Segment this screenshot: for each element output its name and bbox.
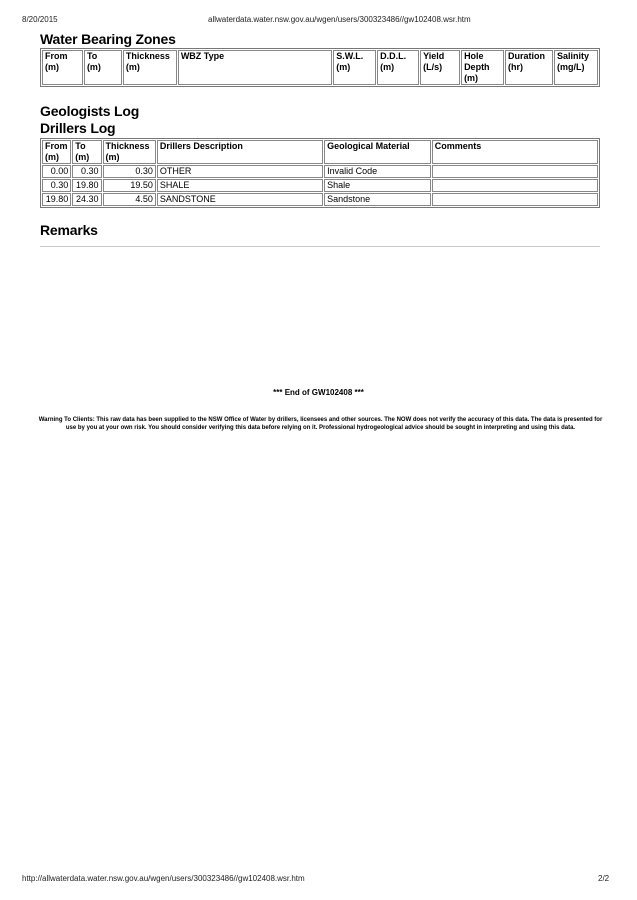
- wbz-header-label: Thickness: [125, 51, 170, 61]
- drillers-log-column-header: [324, 140, 431, 164]
- drillers-log-header-label: Thickness: [105, 141, 150, 151]
- wbz-header-label: (m): [45, 62, 59, 72]
- drillers-log-header-label: (m): [45, 152, 59, 162]
- drillers-log-header-label: (m): [105, 152, 120, 162]
- drillers-log-header-label: To: [75, 141, 86, 151]
- table-cell: Shale: [324, 179, 431, 192]
- drillers-log-header-label: Comments: [434, 141, 482, 151]
- table-cell: 0.30: [72, 165, 101, 178]
- wbz-header-label: D.D.L.: [380, 51, 407, 61]
- table-cell: Sandstone: [324, 193, 431, 206]
- wbz-header-label: (m): [380, 62, 395, 72]
- drillers-log-column-header: [432, 140, 598, 164]
- table-cell: [432, 193, 598, 206]
- table-cell: 4.50: [103, 193, 156, 206]
- wbz-column-header: [123, 50, 177, 85]
- table-cell: 19.50: [103, 179, 156, 192]
- wbz-header-label: (m): [464, 73, 479, 83]
- wbz-header-label: (mg/L): [556, 62, 585, 72]
- remarks-heading: Remarks: [40, 222, 98, 238]
- table-row: [42, 179, 598, 192]
- wbz-header-label: Yield: [423, 51, 445, 61]
- water-bearing-zones-heading: Water Bearing Zones: [40, 31, 176, 47]
- wbz-header-label: WBZ Type: [180, 51, 225, 61]
- footer-url: http://allwaterdata.water.nsw.gov.au/wgen/users/300323486//gw102408.wsr.htm: [22, 874, 305, 883]
- wbz-header-label: Duration: [508, 51, 545, 61]
- drillers-log-header-label: Geological Material: [327, 141, 410, 151]
- table-cell: [432, 179, 598, 192]
- wbz-header-row: [42, 50, 598, 85]
- table-cell: 0.00: [42, 165, 71, 178]
- wbz-column-header: [554, 50, 598, 85]
- drillers-log-header-label: From: [45, 141, 68, 151]
- water-bearing-zones-table: [40, 48, 600, 87]
- wbz-header-label: S.W.L.: [336, 51, 364, 61]
- wbz-column-header: [178, 50, 332, 85]
- wbz-header-label: (m): [336, 62, 351, 72]
- wbz-header-label: (m): [125, 62, 140, 72]
- drillers-log-body: [42, 165, 598, 206]
- table-cell: OTHER: [157, 165, 323, 178]
- drillers-log-column-header: [72, 140, 101, 164]
- wbz-header-label: Hole: [464, 51, 484, 61]
- table-cell: 0.30: [103, 165, 156, 178]
- wbz-header-label: From: [45, 51, 68, 61]
- table-cell: 19.80: [42, 193, 71, 206]
- drillers-log-header-label: (m): [75, 152, 90, 162]
- table-cell: 19.80: [72, 179, 101, 192]
- wbz-column-header: [84, 50, 122, 85]
- drillers-log-column-header: [103, 140, 156, 164]
- print-date: 8/20/2015: [22, 15, 58, 24]
- wbz-header-label: (L/s): [423, 62, 443, 72]
- geologists-log-heading: Geologists Log: [40, 103, 140, 119]
- table-cell: Invalid Code: [324, 165, 431, 178]
- wbz-column-header: [505, 50, 553, 85]
- drillers-log-heading: Drillers Log: [40, 120, 116, 136]
- page-number: 2/2: [598, 874, 610, 883]
- table-cell: [432, 165, 598, 178]
- table-row: [42, 165, 598, 178]
- wbz-column-header: [420, 50, 460, 85]
- wbz-header-label: (hr): [508, 62, 523, 72]
- table-cell: 0.30: [42, 179, 71, 192]
- table-row: [42, 193, 598, 206]
- wbz-header-label: Salinity: [556, 51, 589, 61]
- end-of-report-text: *** End of GW102408 ***: [273, 388, 364, 397]
- drillers-log-column-header: [157, 140, 323, 164]
- table-cell: SHALE: [157, 179, 323, 192]
- print-url: allwaterdata.water.nsw.gov.au/wgen/users/300323486//gw102408.wsr.htm: [208, 15, 471, 24]
- table-cell: 24.30: [72, 193, 101, 206]
- wbz-column-header: [377, 50, 419, 85]
- wbz-column-header: [461, 50, 504, 85]
- drillers-log-header-row: [42, 140, 598, 164]
- drillers-log-column-header: [42, 140, 71, 164]
- wbz-header-label: Depth: [464, 62, 490, 72]
- wbz-header-label: (m): [86, 62, 101, 72]
- remarks-divider: [40, 246, 600, 247]
- drillers-log-header-label: Drillers Description: [159, 141, 243, 151]
- wbz-column-header: [42, 50, 83, 85]
- drillers-log-table: [40, 138, 600, 208]
- warning-to-clients: Warning To Clients: This raw data has been supplied to the NSW Office of Water by drillers, licensees and other sources. The NOW does not verify the accuracy of this data. The data is presented for use by you at your own risk. You should consider verifying this data before relying on it. Professional hydrogeological advice should be sought in interpreting and using this data.: [38, 417, 603, 431]
- table-cell: SANDSTONE: [157, 193, 323, 206]
- wbz-header-label: To: [86, 51, 98, 61]
- wbz-column-header: [333, 50, 376, 85]
